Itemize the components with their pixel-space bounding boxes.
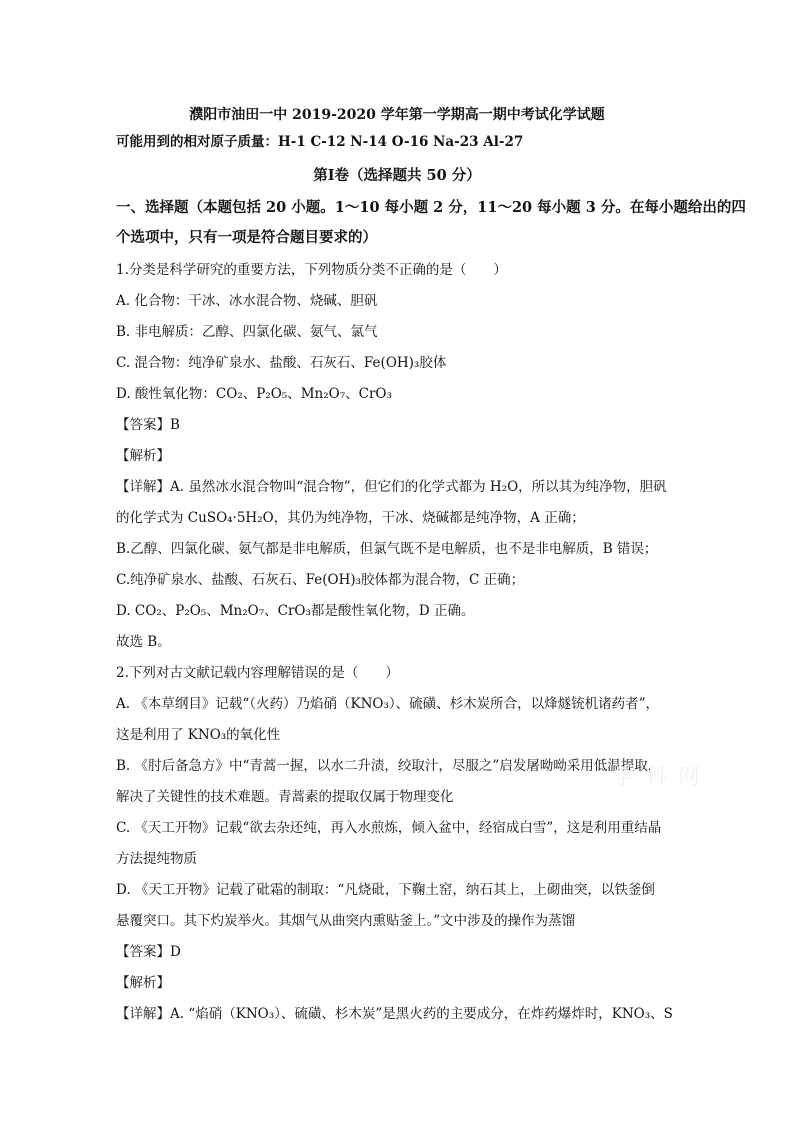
atomic-masses-line: 可能用到的相对原子质量：H-1 C-12 N-14 O-16 Na-23 Al-27 [116, 134, 524, 150]
q1-option-c: C. 混合物：纯净矿泉水、盐酸、石灰石、Fe(OH)₃胶体 [116, 355, 447, 371]
q2-option-c-line-1: C. 《天工开物》记载“欲去杂还纯，再入水煎炼，倾入盆中，经宿成白雪”，这是利用重结晶 [116, 820, 662, 836]
q1-option-d: D. 酸性氧化物：CO₂、P₂O₅、Mn₂O₇、CrO₃ [116, 386, 392, 402]
q2-analysis-heading: 【解析】 [116, 975, 170, 991]
q2-option-a-line-2: 这是利用了 KNO₃的氧化性 [116, 727, 281, 743]
q1-answer: 【答案】B [116, 417, 180, 433]
q1-option-b: B. 非电解质：乙醇、四氯化碳、氨气、氯气 [116, 324, 378, 340]
q2-answer: 【答案】D [116, 944, 181, 960]
instructions-line-1: 一、选择题（本题包括 20 小题。1～10 每小题 2 分，11～20 每小题 3 分。在每小题给出的四 [116, 199, 746, 216]
q1-option-a: A. 化合物：干冰、冰水混合物、烧碱、胆矾 [116, 293, 378, 309]
q2-stem: 2.下列对古文献记载内容理解错误的是（ ） [116, 665, 399, 681]
q1-conclusion: 故选 B。 [116, 634, 171, 650]
watermark-logo: 学 科 网 [612, 765, 702, 790]
q2-option-b-line-1: B. 《肘后备急方》中“青蒿一握，以水二升渍，绞取汁，尽服之”启发屠呦呦采用低温提取， [116, 758, 662, 774]
q1-detail-line-5: D. CO₂、P₂O₅、Mn₂O₇、CrO₃都是酸性氧化物，D 正确。 [116, 603, 475, 619]
exam-title: 濮阳市油田一中 2019-2020 学年第一学期高一期中考试化学试题 [189, 107, 605, 123]
instructions-line-2: 个选项中，只有一项是符合题目要求的） [116, 229, 377, 246]
q2-option-d-line-1: D. 《天工开物》记载了砒霜的制取：“凡烧砒，下鞠土窑，纳石其上，上砌曲突，以铁釜倒 [116, 882, 655, 898]
q2-option-c-line-2: 方法提纯物质 [116, 851, 197, 867]
q1-detail-line-4: C.纯净矿泉水、盐酸、石灰石、Fe(OH)₃胶体都为混合物，C 正确； [116, 572, 525, 588]
q2-detail-line-1: 【详解】A. “焰硝（KNO₃）、硫磺、杉木炭”是黑火药的主要成分，在炸药爆炸时，KNO₃、S [116, 1006, 673, 1022]
q1-detail-line-3: B.乙醇、四氯化碳、氨气都是非电解质，但氯气既不是电解质，也不是非电解质，B 错误； [116, 541, 658, 557]
q1-stem: 1.分类是科学研究的重要方法，下列物质分类不正确的是（ ） [116, 262, 507, 278]
section-heading: 第Ⅰ卷（选择题共 50 分） [313, 167, 481, 184]
q2-option-b-line-2: 解决了关键性的技术难题。青蒿素的提取仅属于物理变化 [116, 789, 454, 805]
q1-analysis-heading: 【解析】 [116, 448, 170, 464]
q2-option-a-line-1: A. 《本草纲目》记载“（火药）乃焰硝（KNO₃）、硫磺、杉木炭所合，以烽燧铳机诸药者”， [116, 696, 660, 712]
q1-detail-line-1: 【详解】A. 虽然冰水混合物叫“混合物”，但它们的化学式都为 H₂O，所以其为纯净物，胆矾 [116, 479, 667, 495]
q2-option-d-line-2: 悬覆突口。其下灼炭举火。其烟气从曲突内熏贴釜上。”文中涉及的操作为蒸馏 [116, 913, 576, 929]
q1-detail-line-2: 的化学式为 CuSO₄·5H₂O，其仍为纯净物，干冰、烧碱都是纯净物，A 正确； [116, 510, 585, 526]
